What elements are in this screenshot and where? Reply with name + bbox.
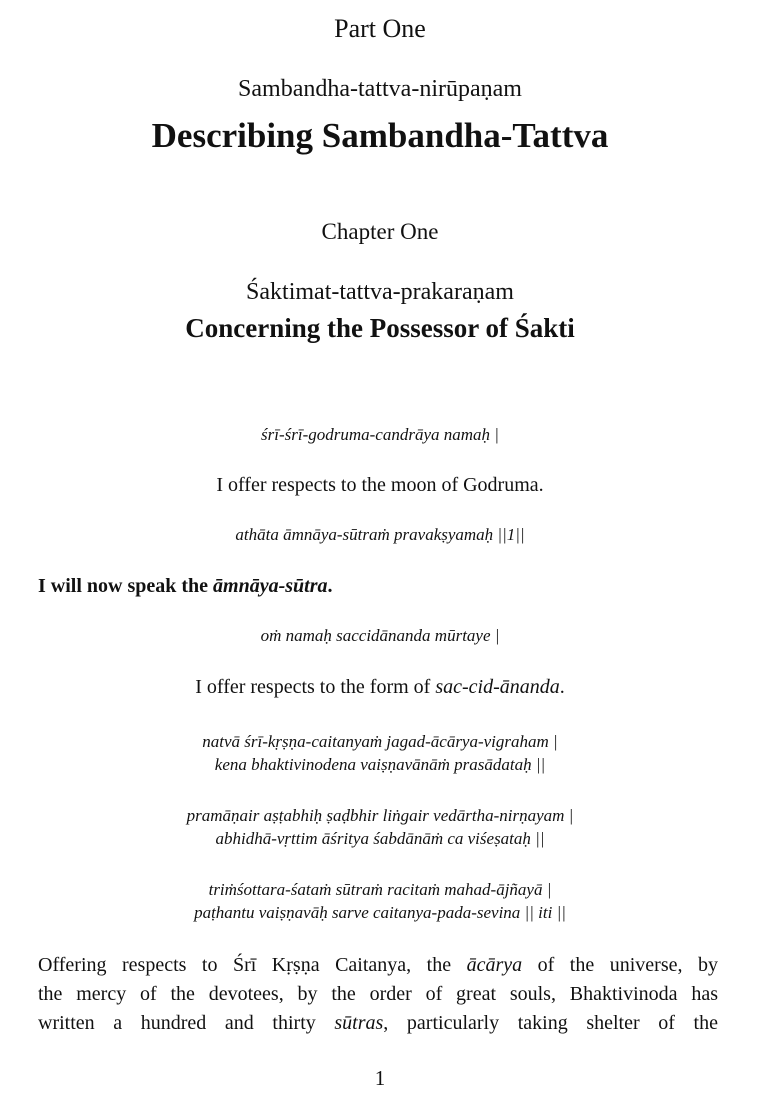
text-segment: Offering respects to Śrī Kṛṣṇa Caitanya, the [38,954,467,976]
text-segment: , particularly taking shelter of the [383,1012,718,1034]
english-title: Describing Sambandha-Tattva [151,116,609,155]
translation-2-suffix: . [327,575,333,597]
paragraph-line-2: the mercy of the devotees, by the order of great souls, Bhaktivinoda has [38,983,718,1005]
verse-line: paṭhantu vaiṣṇavāḥ sarve caitanya-pada-sevina || iti || [194,903,566,922]
chapter-sanskrit-title: Śaktimat-tattva-prakaraṇam [246,279,514,305]
translation-2-term: āmnāya-sūtra [213,575,328,597]
italic-term: sūtras [334,1012,384,1034]
translation-3 [0,676,760,699]
translation-3-prefix: I offer respects to the form of [195,676,436,698]
verse-3: oṁ namaḥ saccidānanda mūrtaye | [260,626,500,645]
translation-3-suffix: . [559,676,565,698]
sanskrit-title: Sambandha-tattva-nirūpaṇam [238,76,522,102]
paragraph-line-3 [38,1009,718,1038]
body-paragraph [38,951,718,1038]
verse-1: śrī-śrī-godruma-candrāya namaḥ | [261,425,499,444]
translation-3-term: sac-cid-ānanda [435,676,560,698]
verse-line: pramāṇair aṣṭabhiḥ ṣaḍbhir liṅgair vedārtha-nirṇayam | [186,806,574,825]
part-heading: Part One [334,14,426,43]
text-segment: written a hundred and thirty [38,1012,335,1034]
verse-block-2 [0,804,760,850]
verse-line: triṁśottara-śataṁ sūtraṁ racitaṁ mahad-ājñayā | [208,880,552,899]
verse-line: abhidhā-vṛttim āśritya śabdānāṁ ca viśeṣataḥ || [215,829,545,848]
translation-2 [38,575,333,598]
chapter-heading: Chapter One [321,219,439,244]
verse-block-3 [0,878,760,924]
verse-2: athāta āmnāya-sūtraṁ pravakṣyamaḥ ||1|| [235,525,525,544]
translation-1: I offer respects to the moon of Godruma. [216,474,544,496]
text-segment: of the universe, by [522,954,718,976]
verse-block-1 [0,730,760,776]
paragraph-line-1 [38,951,718,980]
verse-line: natvā śrī-kṛṣṇa-caitanyaṁ jagad-ācārya-vigraham | [202,732,558,751]
chapter-english-title: Concerning the Possessor of Śakti [185,313,575,343]
translation-2-prefix: I will now speak the [38,575,214,597]
italic-term: ācārya [466,954,523,976]
verse-line: kena bhaktivinodena vaiṣṇavānāṁ prasādataḥ || [214,755,546,774]
page-number: 1 [374,1066,386,1090]
